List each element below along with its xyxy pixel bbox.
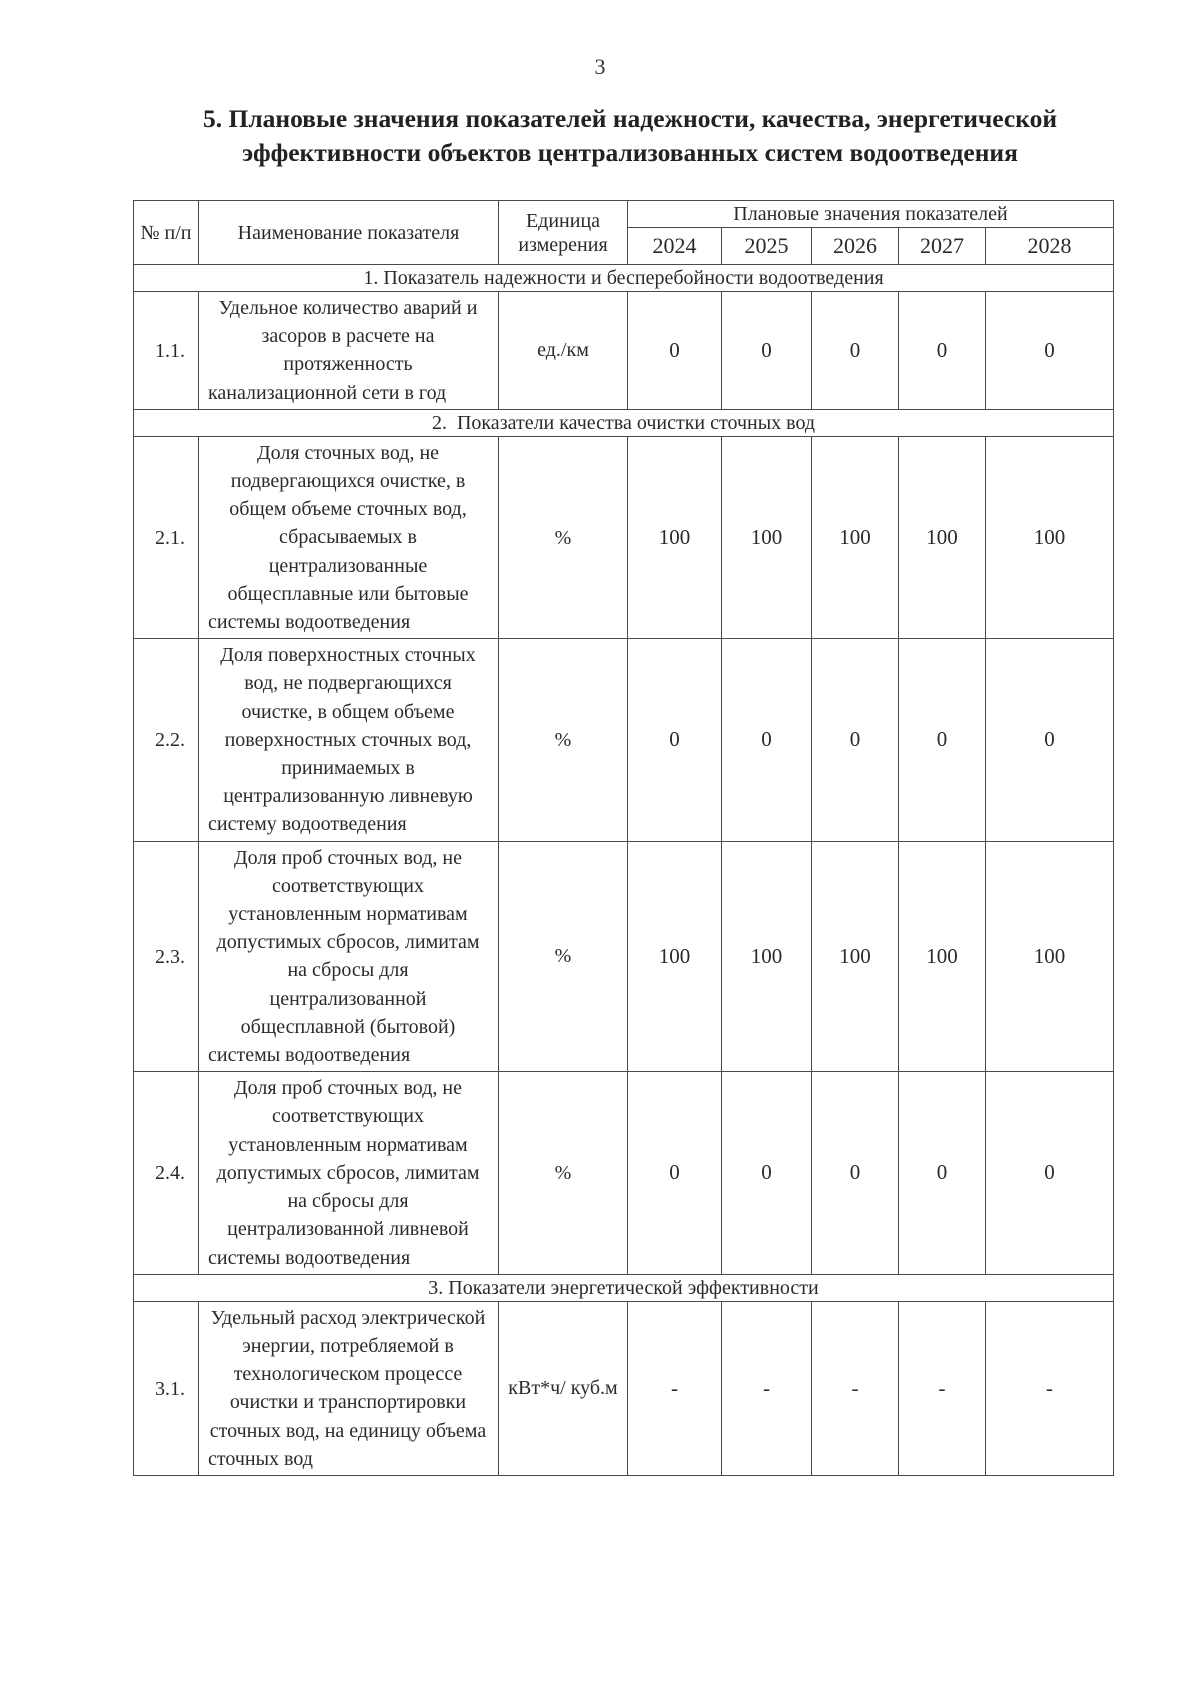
unit-cell: % bbox=[499, 1072, 628, 1274]
indicator-name: Доля сточных вод, не подвергающихся очистке, в общем объеме сточных вод, сбрасываемых в централизованные общесплавные или бытовые системы водоотведения bbox=[199, 436, 499, 638]
row-number: 1.1. bbox=[134, 292, 199, 410]
header-number: № п/п bbox=[134, 201, 199, 265]
table-body bbox=[134, 265, 1114, 1476]
row-number: 3.1. bbox=[134, 1301, 199, 1475]
indicators-table bbox=[133, 200, 1114, 1476]
header-planned-values: Плановые значения показателей bbox=[628, 201, 1114, 228]
header-unit: Единица измерения bbox=[499, 201, 628, 265]
row-number: 2.2. bbox=[134, 639, 199, 841]
group-title: 3. Показатели энергетической эффективности bbox=[134, 1274, 1114, 1301]
value-cell: 100 bbox=[628, 436, 722, 638]
table-row bbox=[134, 639, 1114, 841]
header-year: 2027 bbox=[899, 228, 986, 265]
value-cell: 0 bbox=[812, 639, 899, 841]
row-number: 2.3. bbox=[134, 841, 199, 1072]
section-title-line-2: эффективности объектов централизованных систем водоотведения bbox=[242, 138, 1018, 167]
value-cell: - bbox=[722, 1301, 812, 1475]
value-cell: 0 bbox=[812, 292, 899, 410]
value-cell: 0 bbox=[628, 292, 722, 410]
group-header-row bbox=[134, 409, 1114, 436]
row-number: 2.1. bbox=[134, 436, 199, 638]
table-row bbox=[134, 436, 1114, 638]
indicator-name: Доля поверхностных сточных вод, не подвергающихся очистке, в общем объеме поверхностных сточных вод, принимаемых в централизованную ливневую систему водоотведения bbox=[199, 639, 499, 841]
table-row bbox=[134, 1301, 1114, 1475]
group-header-row bbox=[134, 265, 1114, 292]
header-indicator-name: Наименование показателя bbox=[199, 201, 499, 265]
value-cell: - bbox=[986, 1301, 1114, 1475]
value-cell: 0 bbox=[986, 292, 1114, 410]
value-cell: 0 bbox=[722, 292, 812, 410]
value-cell: 100 bbox=[722, 436, 812, 638]
value-cell: 100 bbox=[899, 841, 986, 1072]
value-cell: 0 bbox=[986, 1072, 1114, 1274]
indicator-name: Доля проб сточных вод, не соответствующих установленным нормативам допустимых сбросов, лимитам на сбросы для централизованной ливневой системы водоотведения bbox=[199, 1072, 499, 1274]
table-row bbox=[134, 292, 1114, 410]
value-cell: 100 bbox=[812, 436, 899, 638]
value-cell: 0 bbox=[812, 1072, 899, 1274]
indicator-name: Удельный расход электрической энергии, потребляемой в технологическом процессе очистки и транспортировки сточных вод, на единицу объема сточных вод bbox=[199, 1301, 499, 1475]
header-year: 2024 bbox=[628, 228, 722, 265]
value-cell: 100 bbox=[986, 436, 1114, 638]
value-cell: 100 bbox=[628, 841, 722, 1072]
unit-cell: кВт*ч/ куб.м bbox=[499, 1301, 628, 1475]
value-cell: 100 bbox=[722, 841, 812, 1072]
group-header-row bbox=[134, 1274, 1114, 1301]
table-row bbox=[134, 841, 1114, 1072]
value-cell: - bbox=[812, 1301, 899, 1475]
value-cell: 100 bbox=[812, 841, 899, 1072]
value-cell: 0 bbox=[899, 639, 986, 841]
row-number: 2.4. bbox=[134, 1072, 199, 1274]
value-cell: 0 bbox=[722, 1072, 812, 1274]
header-year: 2026 bbox=[812, 228, 899, 265]
indicator-name: Удельное количество аварий и засоров в расчете на протяженность канализационной сети в год bbox=[199, 292, 499, 410]
page-number: 3 bbox=[594, 54, 606, 79]
value-cell: 0 bbox=[628, 639, 722, 841]
unit-cell: % bbox=[499, 436, 628, 638]
value-cell: 0 bbox=[628, 1072, 722, 1274]
value-cell: 0 bbox=[899, 1072, 986, 1274]
header-year: 2025 bbox=[722, 228, 812, 265]
unit-cell: % bbox=[499, 841, 628, 1072]
table-row bbox=[134, 1072, 1114, 1274]
indicator-name: Доля проб сточных вод, не соответствующих установленным нормативам допустимых сбросов, лимитам на сбросы для централизованной общесплавной (бытовой) системы водоотведения bbox=[199, 841, 499, 1072]
section-title bbox=[140, 102, 1120, 170]
value-cell: 0 bbox=[722, 639, 812, 841]
unit-cell: ед./км bbox=[499, 292, 628, 410]
value-cell: 0 bbox=[899, 292, 986, 410]
value-cell: - bbox=[899, 1301, 986, 1475]
group-title: 2. Показатели качества очистки сточных вод bbox=[134, 409, 1114, 436]
value-cell: 0 bbox=[986, 639, 1114, 841]
header-year: 2028 bbox=[986, 228, 1114, 265]
value-cell: 100 bbox=[986, 841, 1114, 1072]
unit-cell: % bbox=[499, 639, 628, 841]
value-cell: 100 bbox=[899, 436, 986, 638]
section-title-line-1: 5. Плановые значения показателей надежности, качества, энергетической bbox=[202, 104, 1058, 133]
table-header bbox=[134, 201, 1114, 265]
value-cell: - bbox=[628, 1301, 722, 1475]
group-title: 1. Показатель надежности и бесперебойности водоотведения bbox=[134, 265, 1114, 292]
